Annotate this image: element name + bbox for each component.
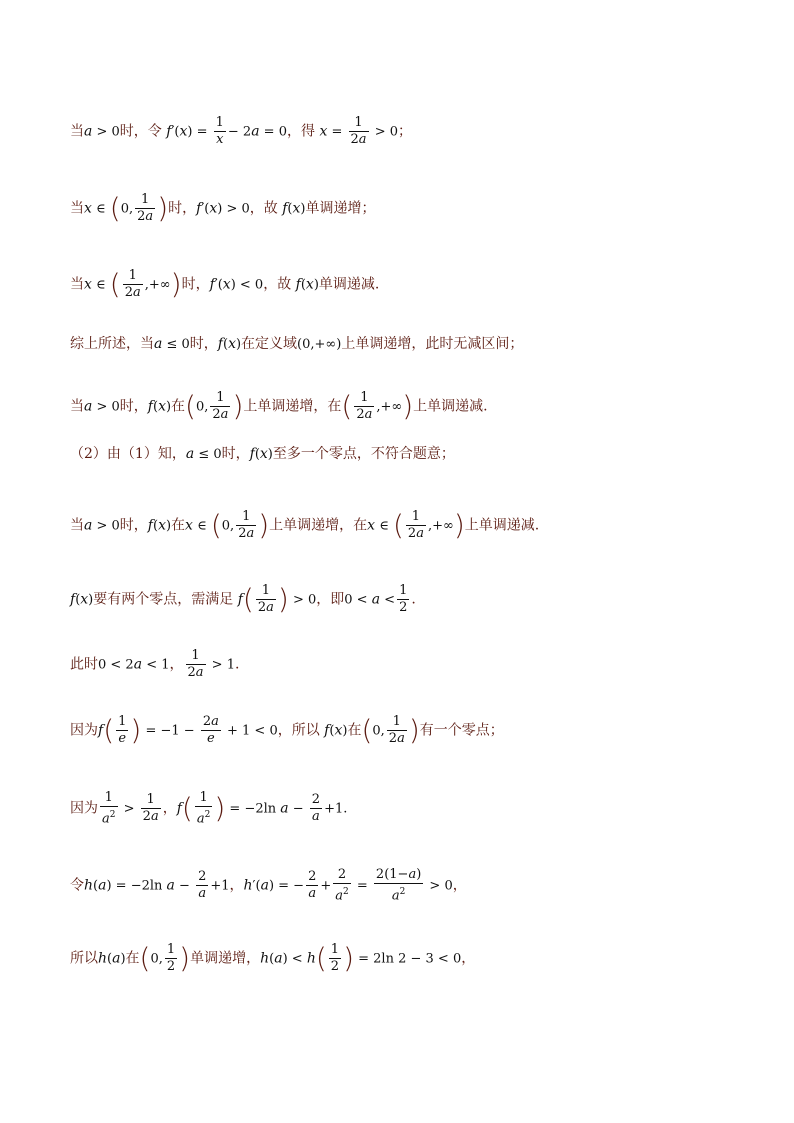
solution-line-13: 所以h(a)在(0, $\frac{1}{2}$ )单调递增，h(a) < h( $\frac{1}{2}$ ) = 2ln 2 − 3 < 0，	[70, 941, 476, 975]
solution-line-11: 因为 $\frac{1}{a^2}$ > $\frac{1}{2a}$ ，f( $\frac{1}{a^2}$ ) = −2ln a − $\frac{2}{a}$ +1.	[70, 790, 348, 827]
solution-line-8: f(x)要有两个零点，需满足 f( $\frac{1}{2a}$ ) > 0，即0 < a < $\frac{1}{2}$ .	[70, 582, 416, 616]
solution-line-2: 当x ∈ (0, $\frac{1}{2a}$ )时，f′(x) > 0，故 f(x)单调递增；	[70, 191, 376, 225]
solution-line-1: 当a > 0时，令 f′(x) = $\frac{1}{x}$ − 2a = 0，得 x = $\frac{1}{2a}$ > 0；	[70, 115, 412, 147]
solution-line-4: 综上所述，当a ≤ 0时，f(x)在定义域(0,+∞)上单调递增，此时无减区间；	[70, 336, 524, 352]
solution-line-9: 此时0 < 2a < 1， $\frac{1}{2a}$ > 1.	[70, 648, 240, 680]
solution-line-10: 因为f( $\frac{1}{e}$ ) = −1 − $\frac{2a}{e}$ + 1 < 0，所以 f(x)在(0, $\frac{1}{2a}$ )有一个零点；	[70, 713, 504, 747]
solution-line-6: （2）由（1）知，a ≤ 0时，f(x)至多一个零点，不符合题意；	[70, 446, 455, 462]
solution-line-7: 当a > 0时，f(x)在x ∈ (0, $\frac{1}{2a}$ )上单调递增，在x ∈ ( $\frac{1}{2a}$ ,+∞)上单调递减.	[70, 508, 540, 542]
solution-line-3: 当x ∈ ( $\frac{1}{2a}$ ,+∞)时，f′(x) < 0，故 f(x)单调递减.	[70, 267, 380, 301]
solution-line-5: 当a > 0时，f(x)在(0, $\frac{1}{2a}$ )上单调递增，在( $\frac{1}{2a}$ ,+∞)上单调递减.	[70, 389, 488, 423]
solution-line-12: 令h(a) = −2ln a − $\frac{2}{a}$ +1，h′(a) = − $\frac{2}{a}$ + $\frac{2}{a^2}$ = $\frac{2(1-a)}{a^2}$ > 0，	[70, 867, 467, 904]
